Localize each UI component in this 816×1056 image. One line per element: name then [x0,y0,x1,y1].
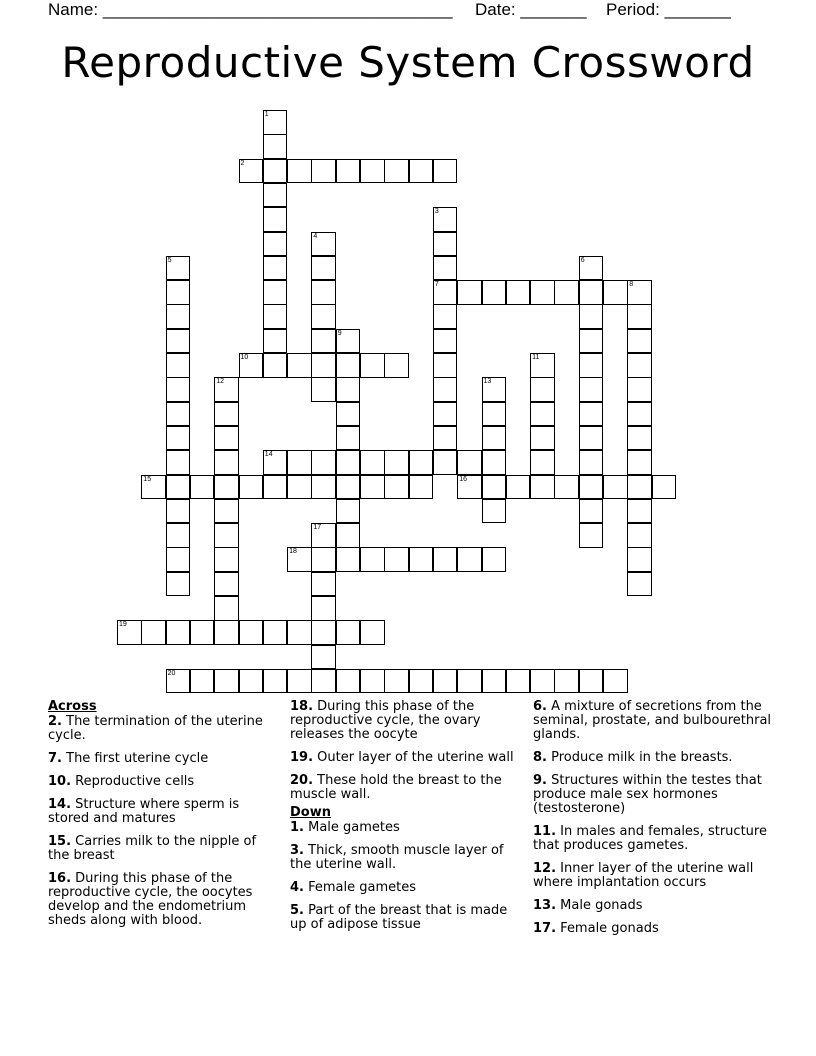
grid-cell[interactable] [579,280,604,305]
grid-cell[interactable] [530,669,555,694]
grid-cell[interactable] [311,596,336,621]
clue-number: 13 [483,378,492,386]
grid-cell[interactable] [263,159,288,184]
grid-cell[interactable] [166,353,191,378]
grid-cell[interactable] [506,280,531,305]
grid-cell[interactable] [627,499,652,524]
grid-cell[interactable] [263,134,288,159]
grid-cell[interactable] [554,669,579,694]
grid-cell[interactable] [457,547,482,572]
grid-cell[interactable] [166,377,191,402]
grid-cell[interactable] [141,475,166,500]
grid-cell[interactable] [311,256,336,281]
grid-cell[interactable] [433,304,458,329]
clue-down: 12. Inner layer of the uterine wall where implantation occurs [533,861,754,890]
grid-cell[interactable] [482,402,507,427]
grid-cell[interactable] [627,547,652,572]
grid-cell[interactable] [214,377,239,402]
clue-number: 9 [337,329,342,337]
clue-across: 14. Structure where sperm is stored and matures [48,797,240,826]
period-field[interactable]: Period: _______ [606,0,731,19]
clue-down: 8. Produce milk in the breasts. [533,750,733,765]
clue-number: 7 [434,281,439,289]
grid-cell[interactable] [433,256,458,281]
grid-cell[interactable] [311,620,336,645]
clue-column-2 [290,700,515,941]
grid-cell[interactable] [214,426,239,451]
grid-cell[interactable] [579,499,604,524]
clue-number: 14 [264,451,273,459]
grid-cell[interactable] [263,353,288,378]
grid-cell[interactable] [287,450,312,475]
clue-down: 17. Female gonads [533,921,659,936]
grid-cell[interactable] [433,329,458,354]
grid-cell[interactable] [287,475,312,500]
grid-cell[interactable] [239,475,264,500]
grid-cell[interactable] [627,402,652,427]
grid-cell[interactable] [166,280,191,305]
clue-number: 2 [240,159,245,167]
grid-cell[interactable] [530,402,555,427]
grid-cell[interactable] [482,499,507,524]
grid-cell[interactable] [214,596,239,621]
grid-cell[interactable] [336,499,361,524]
grid-cell[interactable] [239,669,264,694]
grid-cell[interactable] [482,377,507,402]
clue-down: 1. Male gametes [290,820,400,835]
grid-cell[interactable] [433,280,458,305]
grid-cell[interactable] [360,159,385,184]
grid-cell[interactable] [263,450,288,475]
grid-cell[interactable] [239,620,264,645]
grid-cell[interactable] [579,523,604,548]
clue-number: 10 [240,354,249,361]
grid-cell[interactable] [579,329,604,354]
grid-cell[interactable] [166,475,191,500]
grid-cell[interactable] [627,353,652,378]
grid-cell[interactable] [603,475,628,500]
grid-cell[interactable] [384,669,409,694]
grid-cell[interactable] [214,620,239,645]
clue-column-1 [48,700,273,937]
grid-cell[interactable] [384,353,409,378]
grid-cell[interactable] [579,353,604,378]
grid-cell[interactable] [166,669,191,694]
clue-across: 7. The first uterine cycle [48,751,209,766]
grid-cell[interactable] [336,426,361,451]
clue-down: 6. A mixture of secretions from the seminal, prostate, and bulbourethral glands. [533,699,772,742]
grid-cell[interactable] [336,669,361,694]
grid-cell[interactable] [166,426,191,451]
grid-cell[interactable] [336,547,361,572]
grid-cell[interactable] [166,450,191,475]
grid-cell[interactable] [311,377,336,402]
grid-cell[interactable] [360,450,385,475]
grid-cell[interactable] [579,450,604,475]
grid-cell[interactable] [214,523,239,548]
grid-cell[interactable] [409,475,434,500]
grid-cell[interactable] [360,475,385,500]
grid-cell[interactable] [627,377,652,402]
clue-across: 16. During this phase of the reproductive cycle, the oocytes develop and the endometrium sheds along with blood. [48,871,253,928]
grid-cell[interactable] [336,329,361,354]
grid-cell[interactable] [482,450,507,475]
grid-cell[interactable] [336,377,361,402]
grid-cell[interactable] [384,547,409,572]
clue-across: 15. Carries milk to the nipple of the breast [48,834,257,863]
grid-cell[interactable] [166,304,191,329]
grid-cell[interactable] [263,620,288,645]
grid-cell[interactable] [457,450,482,475]
grid-cell[interactable] [384,475,409,500]
grid-cell[interactable] [190,669,215,694]
grid-cell[interactable] [166,329,191,354]
clue-column-3 [533,700,773,945]
clue-number: 19 [119,621,127,629]
grid-cell[interactable] [530,353,555,378]
grid-cell[interactable] [336,450,361,475]
grid-cell[interactable] [482,280,507,305]
grid-cell[interactable] [482,547,507,572]
grid-cell[interactable] [482,669,507,694]
grid-cell[interactable] [433,207,458,232]
grid-cell[interactable] [166,402,191,427]
grid-cell[interactable] [433,353,458,378]
grid-cell[interactable] [360,353,385,378]
grid-cell[interactable] [311,572,336,597]
grid-cell[interactable] [457,669,482,694]
grid-cell[interactable] [652,475,677,500]
grid-cell[interactable] [263,110,288,135]
clue-number: 16 [459,475,467,483]
grid-cell[interactable] [336,620,361,645]
grid-cell[interactable] [311,547,336,572]
grid-cell[interactable] [384,159,409,184]
clue-number: 20 [167,669,176,677]
grid-cell[interactable] [336,475,361,500]
grid-cell[interactable] [627,450,652,475]
grid-cell[interactable] [336,523,361,548]
grid-cell[interactable] [190,475,215,500]
grid-cell[interactable] [263,207,288,232]
grid-cell[interactable] [263,304,288,329]
grid-cell[interactable] [627,426,652,451]
grid-cell[interactable] [311,280,336,305]
grid-cell[interactable] [627,475,652,500]
grid-cell[interactable] [433,159,458,184]
clue-number: 5 [167,256,172,264]
grid-cell[interactable] [166,499,191,524]
grid-cell[interactable] [117,620,142,645]
grid-cell[interactable] [530,475,555,500]
grid-cell[interactable] [263,232,288,257]
grid-cell[interactable] [409,450,434,475]
grid-cell[interactable] [263,183,288,208]
clue-down: 9. Structures within the testes that produce male sex hormones (testosterone) [533,773,762,816]
grid-cell[interactable] [627,280,652,305]
clue-across: 18. During this phase of the reproductive cycle, the ovary releases the oocyte [290,699,481,742]
across-heading: Across [48,699,97,714]
grid-cell[interactable] [506,475,531,500]
grid-cell[interactable] [457,475,482,500]
clue-across: 2. The termination of the uterine cycle. [48,714,263,743]
grid-cell[interactable] [263,280,288,305]
clue-number: 6 [580,256,585,264]
grid-cell[interactable] [433,402,458,427]
grid-cell[interactable] [311,523,336,548]
grid-cell[interactable] [457,280,482,305]
grid-cell[interactable] [287,547,312,572]
grid-cell[interactable] [263,329,288,354]
grid-cell[interactable] [336,159,361,184]
clue-number: 17 [313,524,322,532]
grid-cell[interactable] [409,547,434,572]
grid-cell[interactable] [287,159,312,184]
clue-down: 11. In males and females, structure that produces gametes. [533,824,767,853]
clue-across: 19. Outer layer of the uterine wall [290,750,514,765]
grid-cell[interactable] [311,232,336,257]
grid-cell[interactable] [214,572,239,597]
grid-cell[interactable] [311,353,336,378]
grid-cell[interactable] [311,475,336,500]
grid-cell[interactable] [433,547,458,572]
grid-cell[interactable] [311,450,336,475]
grid-cell[interactable] [214,402,239,427]
grid-cell[interactable] [263,256,288,281]
down-heading: Down [290,805,331,820]
grid-cell[interactable] [214,475,239,500]
grid-cell[interactable] [409,669,434,694]
clue-number: 11 [532,354,540,361]
grid-cell[interactable] [336,353,361,378]
name-field[interactable]: Name: _____________________________________ [48,0,453,19]
grid-cell[interactable] [214,669,239,694]
grid-cell[interactable] [627,572,652,597]
clue-number: 12 [216,378,224,386]
grid-cell[interactable] [433,450,458,475]
grid-cell[interactable] [239,353,264,378]
grid-cell[interactable] [530,450,555,475]
grid-cell[interactable] [166,523,191,548]
grid-cell[interactable] [603,280,628,305]
grid-cell[interactable] [579,426,604,451]
grid-cell[interactable] [166,620,191,645]
grid-cell[interactable] [263,475,288,500]
clue-number: 1 [264,111,269,118]
grid-cell[interactable] [433,377,458,402]
grid-cell[interactable] [311,669,336,694]
grid-cell[interactable] [311,304,336,329]
grid-cell[interactable] [579,402,604,427]
grid-cell[interactable] [141,620,166,645]
grid-cell[interactable] [263,669,288,694]
grid-cell[interactable] [627,523,652,548]
grid-cell[interactable] [336,402,361,427]
grid-cell[interactable] [409,159,434,184]
grid-cell[interactable] [311,329,336,354]
grid-cell[interactable] [433,426,458,451]
grid-cell[interactable] [554,280,579,305]
grid-cell[interactable] [579,475,604,500]
grid-cell[interactable] [214,450,239,475]
grid-cell[interactable] [579,256,604,281]
clue-across: 20. These hold the breast to the muscle wall. [290,773,502,802]
grid-cell[interactable] [360,547,385,572]
clue-down: 4. Female gametes [290,880,417,895]
clue-number: 3 [434,208,439,216]
grid-cell[interactable] [166,547,191,572]
grid-cell[interactable] [384,450,409,475]
page-title: Reproductive System Crossword [61,38,755,87]
grid-cell[interactable] [579,669,604,694]
grid-cell[interactable] [482,475,507,500]
grid-cell[interactable] [166,572,191,597]
grid-cell[interactable] [482,426,507,451]
grid-cell[interactable] [506,669,531,694]
grid-cell[interactable] [239,159,264,184]
grid-cell[interactable] [530,426,555,451]
grid-cell[interactable] [287,353,312,378]
grid-cell[interactable] [166,256,191,281]
clue-down: 5. Part of the breast that is made up of adipose tissue [290,903,508,932]
grid-cell[interactable] [530,377,555,402]
clue-across: 10. Reproductive cells [48,774,195,789]
grid-cell[interactable] [360,620,385,645]
grid-cell[interactable] [311,159,336,184]
grid-cell[interactable] [311,645,336,670]
clue-number: 18 [289,548,297,556]
clue-number: 8 [629,281,634,289]
grid-cell[interactable] [554,475,579,500]
grid-cell[interactable] [579,377,604,402]
clue-number: 4 [313,232,318,240]
grid-cell[interactable] [287,669,312,694]
grid-cell[interactable] [579,304,604,329]
grid-cell[interactable] [433,232,458,257]
date-field[interactable]: Date: _______ [475,0,587,19]
grid-cell[interactable] [214,547,239,572]
grid-cell[interactable] [627,329,652,354]
grid-cell[interactable] [214,499,239,524]
clue-down: 3. Thick, smooth muscle layer of the uterine wall. [290,843,504,872]
grid-cell[interactable] [360,669,385,694]
grid-cell[interactable] [603,669,628,694]
clue-down: 13. Male gonads [533,898,643,913]
grid-cell[interactable] [530,280,555,305]
grid-cell[interactable] [287,620,312,645]
grid-cell[interactable] [627,304,652,329]
grid-cell[interactable] [433,669,458,694]
clue-number: 15 [143,475,152,483]
grid-cell[interactable] [190,620,215,645]
